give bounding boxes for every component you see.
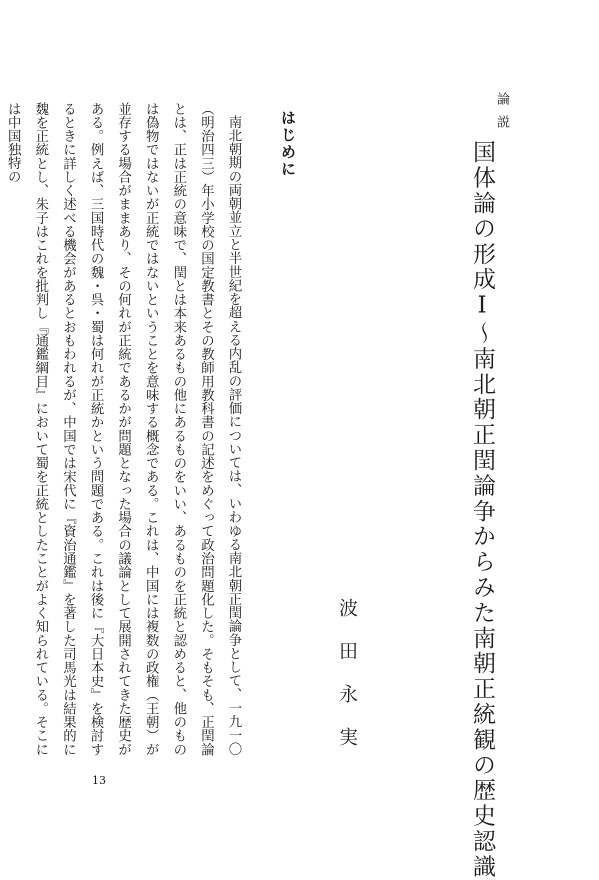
- section-heading: はじめに: [279, 110, 297, 178]
- body-paragraph: 南北朝期の両朝並立と半世紀を超える内乱の評価については、いわゆる南北朝正閏論争として、一九一〇（明治四三）年小学校の国定教書とその教師用教科書の記述をめぐって政治問題化した。そもそも、正閏論とは、正は正統の意味で、閏とは本来あるもの他にあるものをいい、あるものを正統と認めると、他のものは偽物ではないが正統ではないということを意味する概念である。これは、中国には複数の政権（王朝）が並存する場合がままあり、その何れが正統であるかが問題となった場合の議論として展開されてきた歴史がある。例えば、三国時代の魏・呉・蜀は何れが正統かという問題である。これは後に『大日本史』を検討するときに詳しく述べる機会があるとおもわれるが、中国では宋代に『資治通鑑』を著した司馬光は結果的に魏を正統とし、朱子はこれを批判し『通鑑綱目』において蜀を正統としたことがよく知られている。そこには中国独特の: [5, 102, 241, 756]
- page-number: 13: [92, 774, 106, 787]
- article-title: 国体論の形成Ⅰ～南北朝正閏論争からみた南朝正統観の歴史認識: [469, 140, 495, 880]
- author-name: 波田永実: [336, 598, 358, 770]
- section-label: 論説: [494, 92, 509, 138]
